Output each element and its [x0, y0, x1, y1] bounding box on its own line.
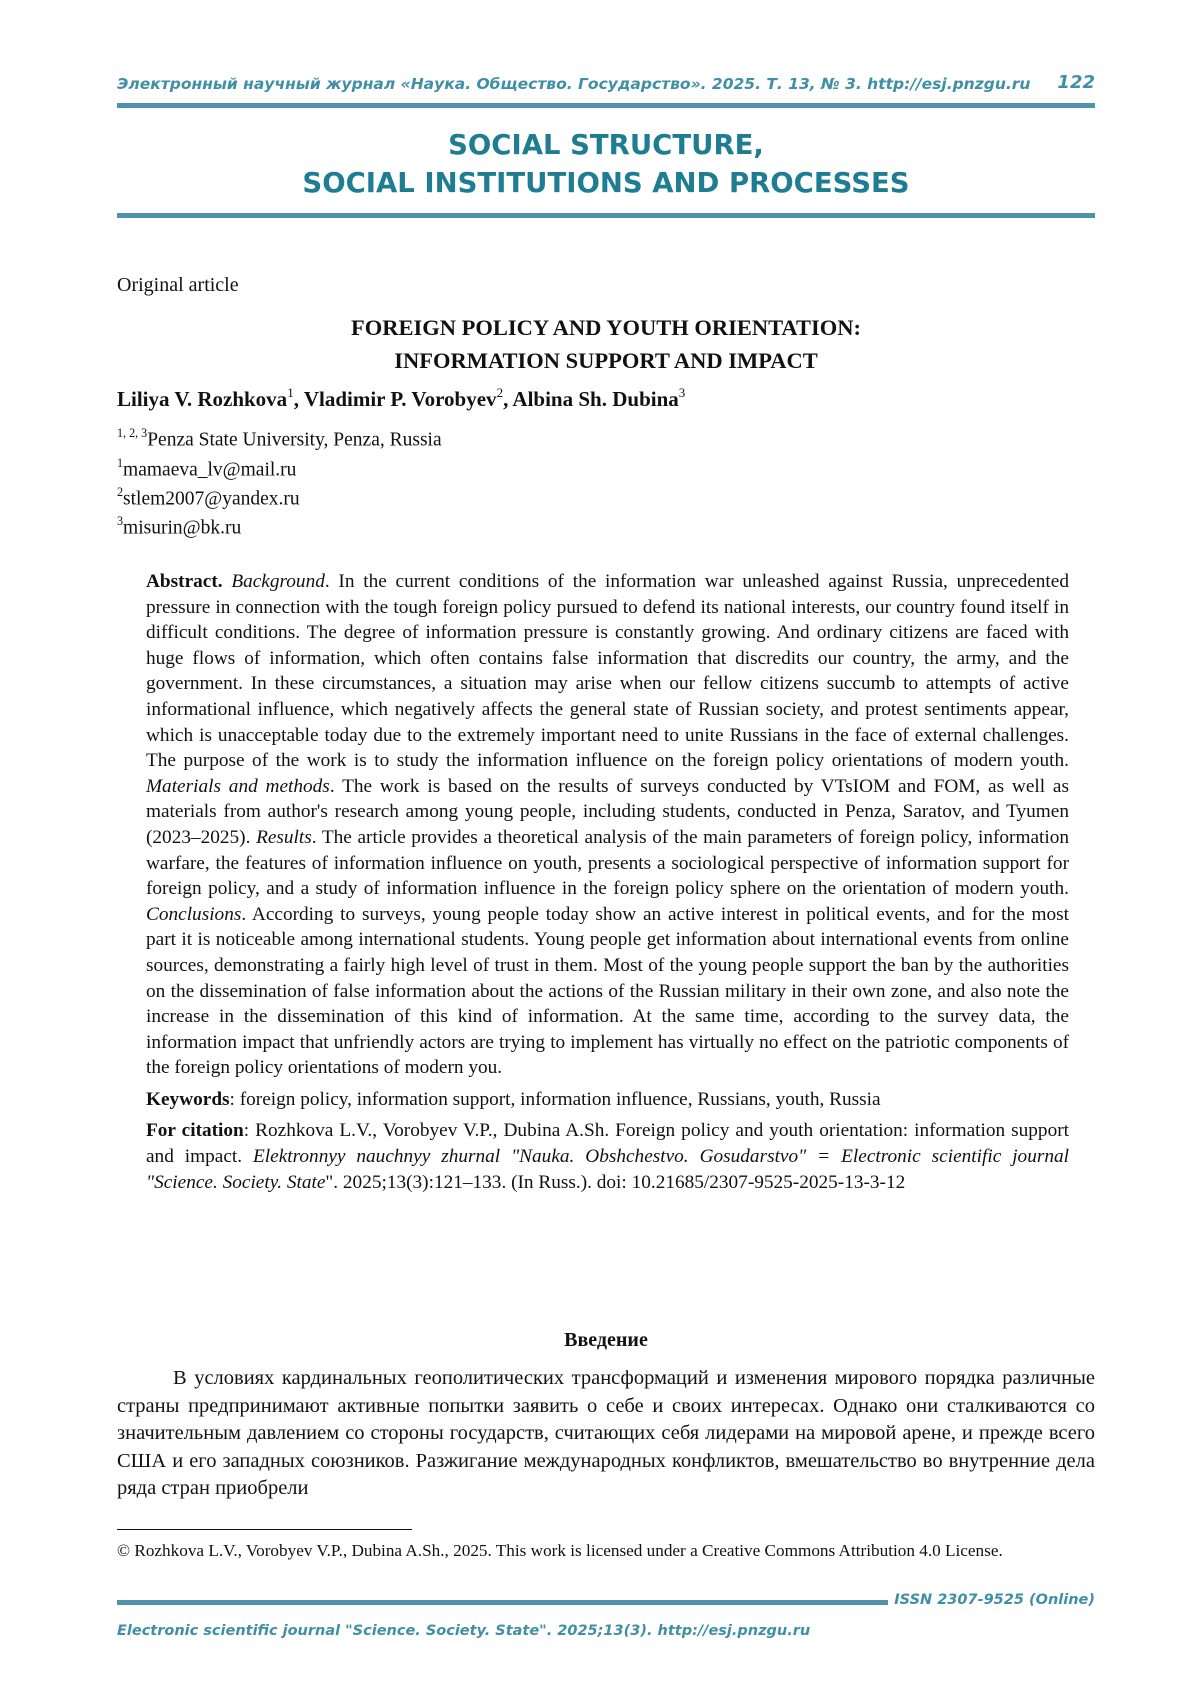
abstract-methods-text: . The work is based on the results of surveys conducted by VTsIOM and FOM, as well as materials from author's research among young people, including students, conducted in Penza, Saratov, and Tyumen (2023–2025).: [146, 775, 1069, 848]
running-header: [117, 72, 1095, 96]
abstract-paragraph: [146, 569, 1069, 1081]
author-sup: 2: [496, 385, 504, 400]
email-line: [117, 515, 241, 540]
header-journal-line: Электронный научный журнал «Наука. Общество. Государство». 2025. Т. 13, № 3. http://esj.pnzgu.ru: [117, 75, 1031, 93]
abstract-methods-label: Materials and methods: [146, 775, 330, 797]
author-name: Vladimir P. Vorobyev: [303, 387, 497, 411]
email-address: mamaeva_lv@mail.ru: [123, 459, 297, 481]
affiliation: [117, 427, 442, 452]
license-footnote: © Rozhkova L.V., Vorobyev V.P., Dubina A.Sh., 2025. This work is licensed under a Creative Commons Attribution 4.0 License.: [117, 1541, 1003, 1560]
intro-heading: Введение: [564, 1329, 648, 1351]
abstract-label: Abstract.: [146, 571, 223, 592]
footer-rule: [117, 1600, 888, 1605]
author-separator: ,: [293, 387, 304, 411]
issn-label: ISSN 2307-9525 (Online): [894, 1592, 1095, 1608]
author-name: Albina Sh. Dubina: [512, 387, 679, 411]
keywords-label: Keywords: [146, 1088, 230, 1110]
author-name: Liliya V. Rozhkova: [117, 387, 288, 411]
abstract-conclusions-text: . According to surveys, young people today show an active interest in political events, and for the most part it is noticeable among international students. Young people get information about international events from online sources, demonstrating a fairly high level of trust in them. Most of the young people support the ban by the authorities on the dissemination of false information about the actions of the Russian military in their own zone, and also note the increase in the dissemination of this kind of information. At the same time, according to the survey data, the information impact that unfriendly actors are trying to implement has virtually no effect on the patriotic components of the foreign policy orientations of modern you.: [146, 903, 1069, 1079]
email-address: misurin@bk.ru: [123, 517, 242, 539]
email-line: [117, 457, 296, 482]
email-sup: 3: [117, 514, 124, 528]
email-sup: 2: [117, 485, 124, 499]
intro-paragraph: В условиях кардинальных геополитических трансформаций и изменения мирового порядка различные страны предпринимают активные попытки заявить о себе и своих интересах. Однако они сталкиваются со значительным давлением со стороны государств, считающих себя лидерами на мировой арене, и прежде всего США и его западных союзников. Разжигание международных конфликтов, вмешательство во внутренние дела ряда стран приобрели: [117, 1367, 1095, 1499]
footnote-rule: [117, 1529, 412, 1530]
abstract-background-label: Background: [231, 571, 325, 592]
abstract-results-label: Results: [256, 826, 312, 848]
abstract-block: [146, 569, 1069, 1195]
email-sup: 1: [117, 456, 124, 470]
article-title: [117, 311, 1095, 377]
section-rule: [117, 213, 1095, 218]
abstract-results-text: . The article provides a theoretical analysis of the main parameters of foreign policy, information warfare, the features of information influence on youth, presents a sociological perspective of information support for foreign policy, and a study of information influence in the foreign policy sphere on the orientation of modern youth.: [146, 826, 1070, 900]
author-list: [117, 386, 685, 412]
citation-text: : Rozhkova L.V., Vorobyev V.P., Dubina A.Sh. Foreign policy and youth orientation: information support and impact.: [146, 1120, 1069, 1168]
abstract-background-text: . In the current conditions of the information war unleashed against Russia, unprecedented pressure in connection with the tough foreign policy pursued to defend its national interests, our country found itself in difficult conditions. The degree of information pressure is constantly growing. And ordinary citizens are faced with huge flows of information, which often contains false information that discredits our country, the army, and the government. In these circumstances, a situation may arise when our fellow citizens succumb to attempts of active informational influence, which negatively affects the general state of Russian society, and protest sentiments appear, which is unacceptable today due to the extremely important need to unite Russians in the face of external challenges. The purpose of the work is to study the information influence on the foreign policy orientations of modern youth.: [146, 571, 1069, 772]
section-heading-line2: SOCIAL INSTITUTIONS AND PROCESSES: [302, 167, 910, 199]
citation-details: ". 2025;13(3):121–133. (In Russ.). doi: 10.21685/2307-9525-2025-13-3-12: [325, 1171, 906, 1193]
affiliation-text: Penza State University, Penza, Russia: [147, 429, 442, 451]
section-heading-line1: SOCIAL STRUCTURE,: [448, 129, 764, 161]
abstract-conclusions-label: Conclusions: [146, 903, 242, 925]
email-line: [117, 486, 300, 511]
author-sup: 1: [287, 385, 294, 400]
footer-journal-line: Electronic scientific journal "Science. Society. State". 2025;13(3). http://esj.pnzgu.ru: [117, 1623, 811, 1639]
article-title-line2: INFORMATION SUPPORT AND IMPACT: [394, 348, 818, 373]
header-rule: [117, 103, 1095, 108]
citation: [146, 1118, 1069, 1195]
article-type: Original article: [117, 274, 239, 296]
author-sup: 3: [678, 385, 686, 400]
author-separator: ,: [503, 387, 513, 411]
affiliation-sup: 1, 2, 3: [117, 426, 148, 440]
keywords: [146, 1087, 1069, 1113]
page-number: 122: [1057, 72, 1095, 93]
citation-label: For citation: [146, 1120, 244, 1142]
article-title-line1: FOREIGN POLICY AND YOUTH ORIENTATION:: [350, 315, 862, 340]
citation-journal: Elektronnyy nauchnyy zhurnal "Nauka. Obshchestvo. Gosudarstvo" = Electronic scientific journal "Science. Society. State: [146, 1146, 1069, 1193]
section-heading: [117, 126, 1095, 202]
keywords-text: : foreign policy, information support, information influence, Russians, youth, Russia: [229, 1088, 881, 1110]
email-address: stlem2007@yandex.ru: [123, 488, 300, 510]
